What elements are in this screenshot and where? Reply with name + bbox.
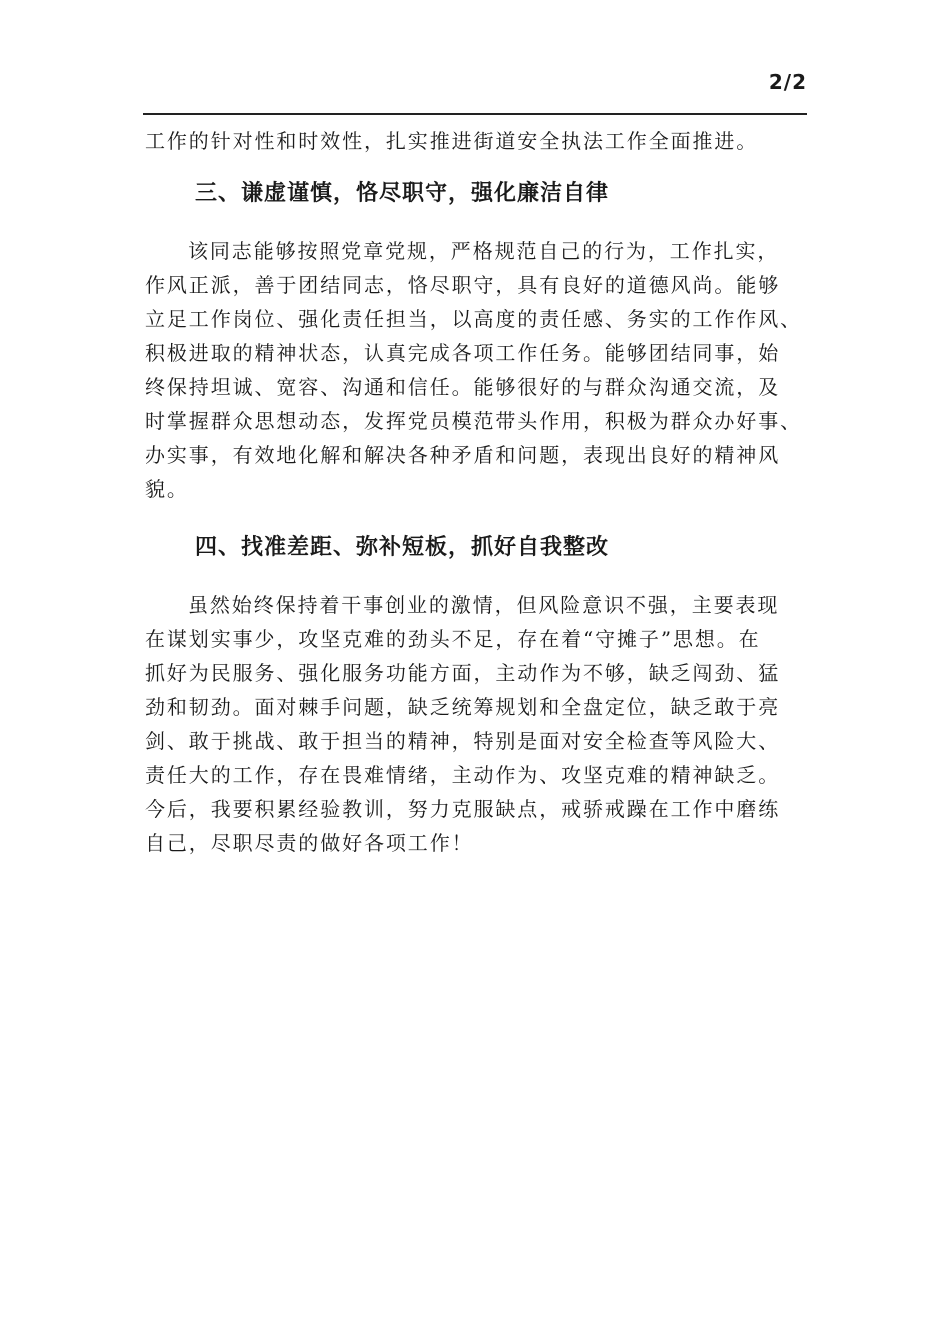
- paragraph-line: 责任大的工作，存在畏难情绪，主动作为、攻坚克难的精神缺乏。: [145, 763, 781, 787]
- paragraph-line: 自己，尽职尽责的做好各项工作！: [145, 831, 474, 855]
- paragraph-line: 立足工作岗位、强化责任担当，以高度的责任感、务实的工作作风、: [145, 307, 802, 331]
- paragraph-line: 作风正派，善于团结同志，恪尽职守，具有良好的道德风尚。能够: [145, 273, 781, 297]
- document-body: [145, 124, 807, 860]
- paragraph-line: 劲和韧劲。面对棘手问题，缺乏统筹规划和全盘定位，缺乏敢于亮: [145, 695, 781, 719]
- paragraph-line: 剑、敢于挑战、敢于担当的精神，特别是面对安全检查等风险大、: [145, 729, 781, 753]
- paragraph-line: 积极进取的精神状态，认真完成各项工作任务。能够团结同事，始: [145, 341, 781, 365]
- page-number: 2/2: [768, 70, 807, 94]
- section-3-heading: 三、谦虚谨慎，恪尽职守，强化廉洁自律: [195, 181, 610, 206]
- paragraph-line: 该同志能够按照党章党规，严格规范自己的行为，工作扎实，: [188, 239, 780, 263]
- paragraph-line: 终保持坦诚、宽容、沟通和信任。能够很好的与群众沟通交流，及: [145, 375, 781, 399]
- carryover-paragraph-line: 工作的针对性和时效性，扎实推进街道安全执法工作全面推进。: [145, 129, 759, 153]
- paragraph-line: 貌。: [145, 477, 189, 501]
- header-rule: [143, 113, 807, 115]
- section-4-heading: 四、找准差距、弥补短板，抓好自我整改: [195, 535, 610, 560]
- paragraph-line: 时掌握群众思想动态，发挥党员模范带头作用，积极为群众办好事、: [145, 409, 802, 433]
- paragraph-line: 抓好为民服务、强化服务功能方面，主动作为不够，缺乏闯劲、猛: [145, 661, 781, 685]
- paragraph-line: 办实事，有效地化解和解决各种矛盾和问题，表现出良好的精神风: [145, 443, 781, 467]
- paragraph-line: 在谋划实事少，攻坚克难的劲头不足，存在着“守摊子”思想。在: [145, 627, 761, 651]
- section-4-paragraph: [145, 588, 807, 860]
- section-3-paragraph: [145, 234, 807, 506]
- paragraph-line: 虽然始终保持着干事创业的激情，但风险意识不强，主要表现: [188, 593, 780, 617]
- paragraph-line: 今后，我要积累经验教训，努力克服缺点，戒骄戒躁在工作中磨练: [145, 797, 781, 821]
